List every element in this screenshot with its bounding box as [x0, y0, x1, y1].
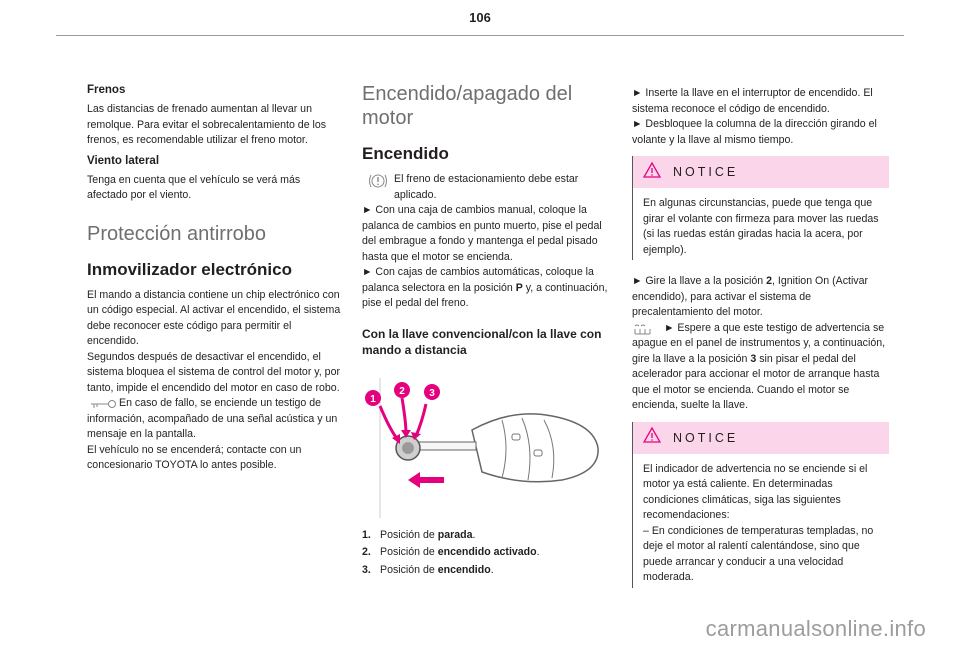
illus-label-2: 2 [399, 385, 405, 397]
manual-gearbox-text: ► Con una caja de cambios manual, coloque la palanca de cambios en punto muerto, pise el pedal del embrague a fondo y mantenga el pedal pisado hasta que el motor se encienda. [362, 204, 602, 263]
list-item: 3. Posición de encendido. [362, 563, 494, 576]
notice-title: NOTICE [673, 165, 739, 179]
page-number: 106 [469, 10, 491, 25]
column-2 [362, 78, 615, 580]
encendido-apagado-heading: Encendido/apagado del motor [362, 83, 573, 129]
notice-text-1: El indicador de advertencia no se enciende si el motor ya está caliente. En determinadas condiciones climáticas, siga las siguientes recomendaciones: [643, 462, 868, 521]
inmovilizador-heading: Inmovilizador electrónico [87, 259, 292, 279]
notice-text: En algunas circunstancias, puede que tenga que girar el volante con firmeza para mover las ruedas (si las ruedas están giradas hacia la acera, por ejemplo). [643, 197, 879, 256]
inmovilizador-warning: En caso de fallo, se enciende un testigo de información, acompañado de una señal acústica y un mensaje en la pantalla. [87, 397, 338, 440]
inmovilizador-text-1: El mando a distancia contiene un chip electrónico con un código especial. Al activar el encendido, el sistema debe reconocer este código para permitir el encendido. [87, 288, 341, 347]
wait-warning-text: ► Espere a que este testigo de advertencia se apague en el panel de instrumentos y, a continuación, gire la llave a la posición 3 sin pisar el pedal del acelerador para accionar el motor de arranque hasta que el motor se encienda. Cuando el motor se encienda, suelte la llave. [632, 321, 886, 411]
notice-text-2: – En condiciones de temperaturas templadas, no deje el motor al ralentí calentándose, sino que puede arrancar y conducir a una velocidad moderada. [643, 524, 874, 583]
position-list [362, 528, 615, 579]
brake-note-line [362, 172, 615, 203]
brake-note: El freno de estacionamiento debe estar aplicado. [394, 173, 579, 201]
encendido-heading: Encendido [362, 144, 449, 163]
notice-box-2 [632, 422, 889, 588]
illus-label-1: 1 [370, 393, 376, 405]
frenos-heading: Frenos [87, 84, 126, 96]
turn-key-text: ► Gire la llave a la posición 2, Ignition On (Activar encendido), para activar el sistema de precalentamiento del motor. [632, 275, 869, 318]
column-3 [632, 86, 889, 602]
auto-gearbox-text: ► Con cajas de cambios automáticas, coloque la palanca selectora en la posición P y, a continuación, pise el pedal del freno. [362, 266, 608, 309]
brake-warning-icon [362, 172, 394, 190]
insert-key-text: ► Inserte la llave en el interruptor de encendido. El sistema reconoce el código de encendido. [632, 87, 873, 115]
warning-triangle-icon [643, 427, 661, 448]
frenos-text: Las distancias de frenado aumentan al llevar un remolque. Para evitar el sobrecalentamiento de los frenos, es recomendable utilizar el freno motor. [87, 103, 327, 146]
proteccion-heading: Protección antirrobo [87, 222, 266, 245]
list-item: 1. Posición de parada. [362, 528, 476, 541]
key-ignition-illustration [362, 368, 612, 518]
notice-box-1 [632, 156, 889, 260]
column-1 [87, 78, 341, 480]
header-rule [56, 35, 904, 36]
warning-triangle-icon [643, 162, 661, 183]
unlock-column-text: ► Desbloquee la columna de la dirección girando el volante y la llave al mismo tiempo. [632, 118, 877, 146]
watermark: carmanualsonline.info [705, 616, 926, 641]
notice-title: NOTICE [673, 430, 739, 445]
illus-label-3: 3 [429, 387, 435, 399]
llave-heading: Con la llave convencional/con la llave con mando a distancia [362, 326, 602, 357]
list-item: 2. Posición de encendido activado. [362, 546, 540, 558]
inmovilizador-text-2: Segundos después de desactivar el encendido, el sistema bloquea el sistema de control del motor y, por tanto, impide el encendido del motor en caso de robo. [87, 350, 340, 394]
preheat-warning-icon [632, 323, 658, 342]
viento-text: Tenga en cuenta que el vehículo se verá más afectado por el viento. [87, 173, 301, 201]
inmovilizador-text-3: El vehículo no se encenderá; contacte con un concesionario TOYOTA lo antes posible. [87, 443, 302, 471]
viento-heading: Viento lateral [87, 154, 160, 167]
